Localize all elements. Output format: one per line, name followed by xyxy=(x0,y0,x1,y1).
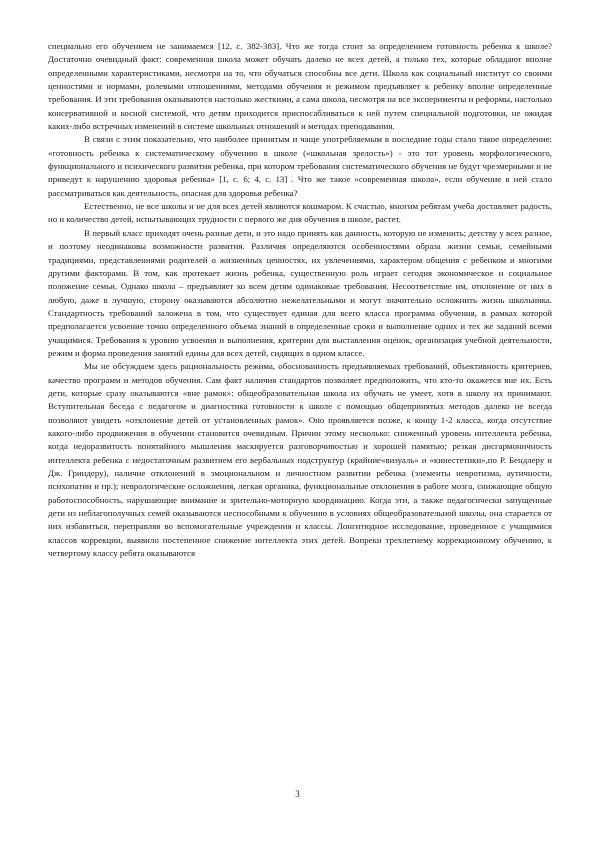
paragraph: В связи с этим показательно, что наиболее принятым и чаще употребляемым в последние годы стало такое определение: «готовность ребенка к систематическому обучению в школе («школьная зрелость») - это тот уровень морфологического, функционального и психического развития ребенка, при котором требования систематического обучения не будут чрезмерными и не приведут к нарушению здоровья ребенка» [1, с. 6; 4, с. 13] . Что же такое «современная школа», если обучение в ней стало рассматриваться как деятельность, опасная для здоровья ребенка? xyxy=(48,134,552,198)
paragraph: Мы не обсуждаем здесь рациональность режима, обоснованность предъявляемых требований, объективность критериев, качество программ и методов обучения. Сам факт наличия стандартов позволяет предположить, что кто-то окажется вне их. Есть дети, которые сразу оказываются «вне рамок»: общеобразовательная школа их обучать не умеет, хотя в школу их принимают. Вступительная беседа с педагогом и диагностика готовности к школе с помощью общепринятых методов далеко не всегда позволяют увидеть «отклонение детей от установленных рамок». Оно проявляется позже, к концу 1-2 класса, когда отсутствие какого-либо продвижения в обучении становится очевидным. Причин этому несколько: сниженный уровень интеллекта ребенка, когда недоразвитость понятийного мышления маскируется разговорчивостью и хорошей памятью; резкая дисгармоничность интеллекта ребенка с недостаточным развитием его вербальных подструктур (крайние«визуаль» и «кинестетики»,по Р. Бендлеру и Дж. Гриндеру), наличие отклонений в эмоциональном и личностном развитии ребенка (элементы невротизма, аутичности, психопатии и пр.); неврологические осложнения, легкая органика, функциональные отклонения в работе мозга, снижающие общую работоспособность, нарушающие внимание и зрительно-моторную координацию. Когда эти, а также педагогически запущенные дети из неблагополучных семей оказываются неспособными к обучению в условиях общеобразовательной школы, она старается от них избавиться, переправляя во вспомогательные учреждения и классы. Лонгитюдное исследование, проведенное с учащимися классов коррекции, выявило постепенное снижение интеллекта этих детей. Вопреки трехлетнему коррекционному обучению, к четвертому классу ребята оказываются xyxy=(48,361,552,559)
body-text xyxy=(48,40,552,560)
paragraph: специально его обучением не занимаемся [12, с. 382-383]. Что же тогда стоит за определением готовность ребенка к школе? Достаточно очевидный факт: современная школа может обучать далеко не всех детей, а только тех, которые обладают вполне определенными характеристиками, несмотря на то, что обучаться способны все дети. Школа как социальный институт со своими ценностями и нормами, ролевыми отношениями, методами обучения и режимом предъявляет к ребенку вполне определенные требования. И эти требования оказываются настолько жесткими, а сама школа, несмотря на все эксперименты и реформы, настолько консервативной и косной системой, что детям приходится приспосабливаться к ней путем специальной подготовки, не ожидая каких-либо встречных изменений в системе школьных отношений и методах преподавания. xyxy=(48,41,552,132)
paragraph: В первый класс приходят очень разные дети, и это надо принять как данность, которую не изменить; детству у всех разное, и поэтому неодинаковы возможности развития. Различия определяются особенностями образа жизни семьи, семейными традициями, представлениями родителей о жизненных ценностях, их увлечениями, характером общения с ребенком и многими другими факторами. В том, как протекает жизнь ребенка, существенную роль играет сегодня экономическое и социальное положение семьи. Однако школа – предъявляет ко всем детям одинаковые требования. Несоответствие им, отклонение от них в любую, даже в лучшую, сторону оказываются абсолютно нежелательными и могут значительно осложнить жизнь школьника. Стандартность требований заложена в том, что существует единая для всего класса программа обучения, в рамках которой предполагается усвоение точно определенного объема знаний в определенные сроки и выполнение одних и тех же заданий всеми учащимися. Требования к уровню усвоения и выполнения, критерии для выставления оценок, организация учебной деятельности, режим и форма проведения занятий едины для всех детей, сидящих в одном классе. xyxy=(48,227,552,358)
paragraph: Естественно, не все школы и не для всех детей являются кошмаром. К счастью, многим ребятам учеба доставляет радость, но и количество детей, испытывающих трудности с первого же дня обучения в школе, растет. xyxy=(48,201,552,225)
page-number: 3 xyxy=(295,789,300,799)
